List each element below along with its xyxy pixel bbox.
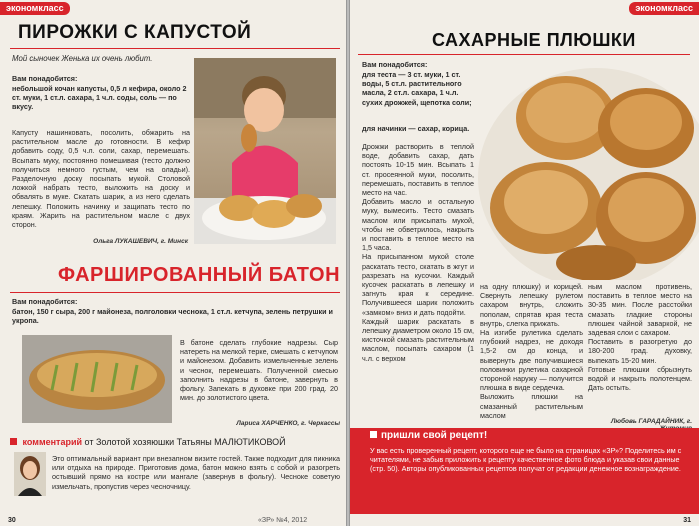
author-portrait <box>14 452 46 496</box>
banner-title: пришли свой рецепт! <box>381 430 488 441</box>
title-underline <box>10 48 340 49</box>
ingredients-text: для теста — 3 ст. муки, 1 ст. воды, 5 ст.л. растительного масла, 2 ст.л. сахара, 1 ч.л. сухих дрожжей, щепотка соли; <box>362 70 472 107</box>
comment-header <box>10 436 340 448</box>
left-page <box>0 0 346 526</box>
filling-text: для начинки — сахар, корица. <box>362 124 470 133</box>
square-bullet-icon <box>10 438 17 445</box>
author-signature: Ольга ЛУКАШЕВИЧ, г. Минск <box>93 238 188 245</box>
issue-label: «ЗР» №4, 2012 <box>258 517 308 524</box>
title-underline <box>358 54 690 55</box>
section-tag: экономкласс <box>629 2 699 15</box>
method-column-3: ным маслом противень, поставить в теплое место на 30-35 мин. После расстойки смазать гладкие стороны плюшек чайной заваркой, не задевая слои с сахаром. Поставить в разогретую до 180-200 град. духовку, выпекать 15-20 мин. Готовые плюшки сбрызнуть водой и накрыть полотенцем. Дать остыть. <box>588 282 692 393</box>
sugar-buns-photo <box>476 58 699 280</box>
recipe-title-stuffed-loaf: ФАРШИРОВАННЫЙ БАТОН <box>58 264 341 286</box>
comment-label: комментарий <box>22 437 83 447</box>
boy-with-pies-photo <box>194 58 336 244</box>
ingredients-text: небольшой кочан капусты, 0,5 л кефира, около 2 ст. муки, 1 ст.л. сахара, 1 ч.л. соды, соль — по вкусу. <box>12 84 187 112</box>
method-text: Капусту нашинковать, посолить, обжарить на растительном масле до готовности. В кефир добавить соду, 0,5 ч.л. соли, сахар, перемешать. Всыпать муку, постоянно помешивая (тесто должно получиться немного густым, чем на оладьи). Разделочную доску посыпать мукой. Столовой ложкой набрать тесто, выложить на доску и обвалять в муке. Скатать шарик, а из него сделать лепешку. Положить начинку и защипать тесто по краям. Жарить на растительном масле с двух сторон. <box>12 128 190 230</box>
method-text: В батоне сделать глубокие надрезы. Сыр натереть на мелкой терке, смешать с кетчупом и майонезом. Добавить измельченные зелень и чеснок, перемешать. Полученной смесью заполнить надрезы в батоне, завернуть в фольгу. Запекать в духовке при 200 град. 20 мин. до золотистого цвета. <box>180 338 338 403</box>
portrait-illustration <box>14 452 46 496</box>
right-page <box>350 0 699 526</box>
page-number: 31 <box>683 517 691 524</box>
author-signature: Любовь ГАРАДАЙНИК, г. <box>610 418 692 425</box>
ingredients-heading: Вам понадобится: <box>12 297 78 306</box>
loaf-illustration <box>22 335 172 423</box>
ingredients-text: батон, 150 г сыра, 200 г майонеза, полголовки чеснока, 1 ст.л. кетчупа, зелень петрушки и укропа. <box>12 307 333 326</box>
method-column-2: на одну плюшку) и корицей. Свернуть лепешку рулетом сахаром внутрь, сложить пополам, спрятав края теста внутрь, слегка прижать. На изгибе рулетика сделать глубокий надрез, не доходя 1,5-2 см до конца, и вывернуть две получившиеся половинки рулетика сахарной стороной наружу — получится плюшка в виде сердечка. Выложить плюшки на смазанный растительным маслом <box>480 282 583 420</box>
method-column-1: Дрожжи растворить в теплой воде, добавить сахар, дать постоять 10-15 мин. Всыпать 1 ст. просеянной муки, посолить, перемешать, поставить в теплое место на час. Добавить масло и остальную муку, вымесить. Тесто смазать маслом или присыпать мукой, чтобы не обветрилось, накрыть и поставить в теплое место на 1,5 часа. На присыпанном мукой столе раскатать тесто, скатать в жгут и разрезать на кусочки. Каждый кусочек раскатать в лепешку и загнуть края к середине. Получившееся шарик положить «замком» вниз и дать подойти. Каждый шарик раскатать в лепешку диаметром около 15 см, кисточкой смазать растительным маслом, посыпать сахаром (1 ч.л. с верхом <box>362 142 474 363</box>
recipe-title: САХАРНЫЕ ПЛЮШКИ <box>432 30 636 50</box>
recipe-title: ПИРОЖКИ С КАПУСТОЙ <box>18 22 252 43</box>
banner-header <box>370 430 487 441</box>
stuffed-loaf-photo <box>22 335 172 423</box>
square-bullet-icon <box>370 431 377 438</box>
ingredients-heading: Вам понадобится: <box>12 74 78 83</box>
ingredients-heading: Вам понадобится: <box>362 60 428 69</box>
buns-illustration <box>476 58 699 280</box>
page-number: 30 <box>8 517 16 524</box>
author-signature: Лариса ХАРЧЕНКО, г. Черкассы <box>236 420 340 427</box>
title-underline <box>10 292 340 293</box>
comment-text: Это оптимальный вариант при внезапном визите гостей. Также подходит для пикника или отдыха на природе. Приготовив дома, батон можно взять с собой и разогреть остывший прямо на костре или мангале (завернув в фольгу). Чесноке советую измельчать, пропустив через чесночницу. <box>52 454 340 491</box>
boy-photo-illustration <box>194 58 336 244</box>
section-tag: экономкласс <box>0 2 70 15</box>
send-recipe-banner <box>350 428 699 514</box>
comment-author: от Золотой хозяюшки Татьяны МАЛЮТИКОВОЙ <box>84 437 286 447</box>
banner-text: У вас есть проверенный рецепт, которого еще не было на страницах «ЗР»? Поделитесь им с читателями, не забыв приложить к рецепту качественное фото блюда и указав свои данные (стр. 50). Авторы опубликованных рецептов получат от редакции денежное вознаграждение. <box>370 446 682 474</box>
recipe-subtitle: Мой сыночек Женька их очень любит. <box>12 54 153 63</box>
